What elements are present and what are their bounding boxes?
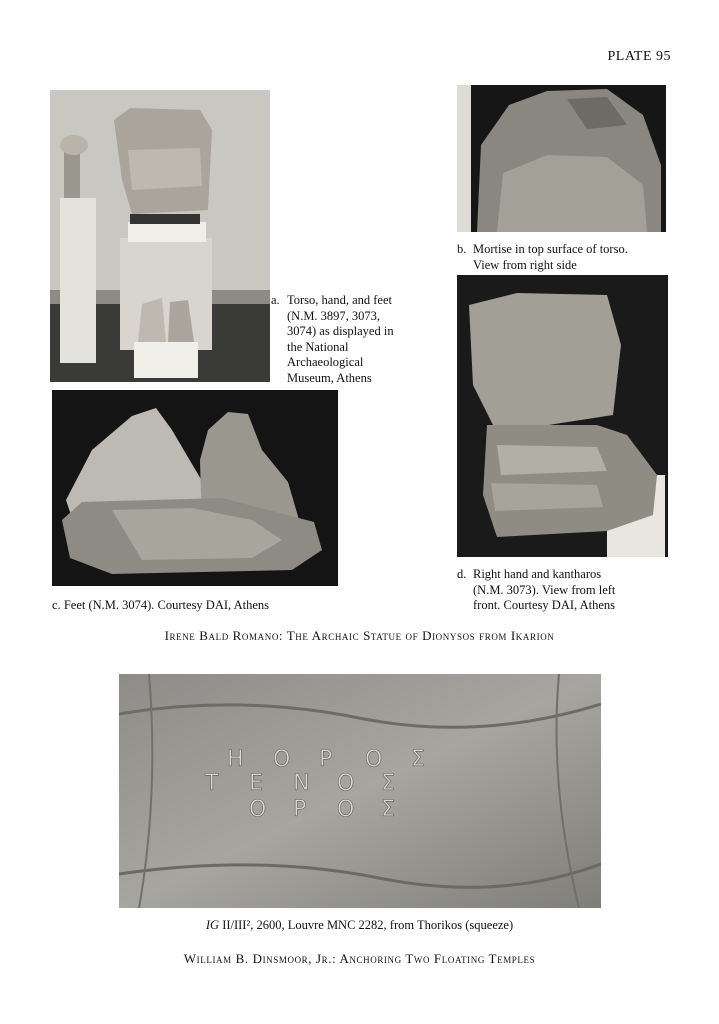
- photo-c-feet: [52, 390, 338, 586]
- caption-a-label: a.: [271, 293, 280, 307]
- caption-a-line: 3074) as displayed in: [287, 324, 394, 338]
- caption-inscription-text: II/III², 2600, Louvre MNC 2282, from Thorikos (squeeze): [219, 918, 514, 932]
- inscription-letter: Ο: [249, 797, 267, 822]
- caption-inscription: [0, 918, 719, 933]
- inscription-letter: Ο: [337, 771, 355, 796]
- credit-dinsmoor: William B. Dinsmoor, Jr.: Anchoring Two Floating Temples: [183, 951, 536, 966]
- caption-b-line: Mortise in top surface of torso.: [473, 242, 628, 256]
- credit-romano: Irene Bald Romano: The Archaic Statue of Dionysos from Ikarion: [164, 628, 555, 643]
- plate-label: PLATE 95: [607, 49, 671, 64]
- inscription-letter: Ν: [293, 771, 310, 796]
- caption-b-line: View from right side: [473, 257, 577, 272]
- caption-d-label: d.: [457, 567, 467, 581]
- photo-inscription-squeeze: [119, 674, 601, 908]
- caption-d-line: Right hand and kantharos: [473, 567, 602, 581]
- inscription-letter: Σ: [381, 771, 395, 796]
- caption-d: [457, 567, 615, 614]
- caption-c-line: Feet (N.M. 3074). Courtesy DAI, Athens: [63, 598, 270, 612]
- caption-a-line: (N.M. 3897, 3073,: [287, 308, 381, 323]
- caption-c-label: c.: [52, 598, 61, 612]
- inscription-letter: Σ: [381, 797, 395, 822]
- inscription-letter: Ρ: [293, 797, 307, 822]
- caption-a-line: Torso, hand, and feet: [287, 293, 392, 307]
- caption-a-line: the National: [287, 339, 349, 354]
- caption-a-line: Archaeological: [287, 355, 364, 369]
- inscription-letter: Ο: [273, 747, 291, 772]
- inscription-letter: Τ: [205, 771, 219, 796]
- caption-a: [271, 293, 394, 386]
- caption-b-label: b.: [457, 242, 467, 256]
- inscription-letter: Ο: [337, 797, 355, 822]
- photo-d-hand-kantharos: [457, 275, 668, 557]
- caption-d-line: (N.M. 3073). View from left: [473, 582, 616, 597]
- inscription-letter: Η: [227, 747, 244, 772]
- inscription-letter: Σ: [411, 747, 425, 772]
- caption-c: [52, 598, 269, 614]
- caption-b: [457, 242, 628, 273]
- inscription-letter: Ρ: [319, 747, 333, 772]
- inscription-letter: Ο: [365, 747, 383, 772]
- caption-a-line: Museum, Athens: [287, 370, 372, 385]
- photo-a-museum-display: [50, 90, 270, 382]
- inscription-letter: Ε: [249, 771, 263, 796]
- caption-inscription-ref: IG: [205, 918, 220, 932]
- caption-d-line: front. Courtesy DAI, Athens: [473, 598, 615, 612]
- photo-b-mortise: [457, 85, 666, 232]
